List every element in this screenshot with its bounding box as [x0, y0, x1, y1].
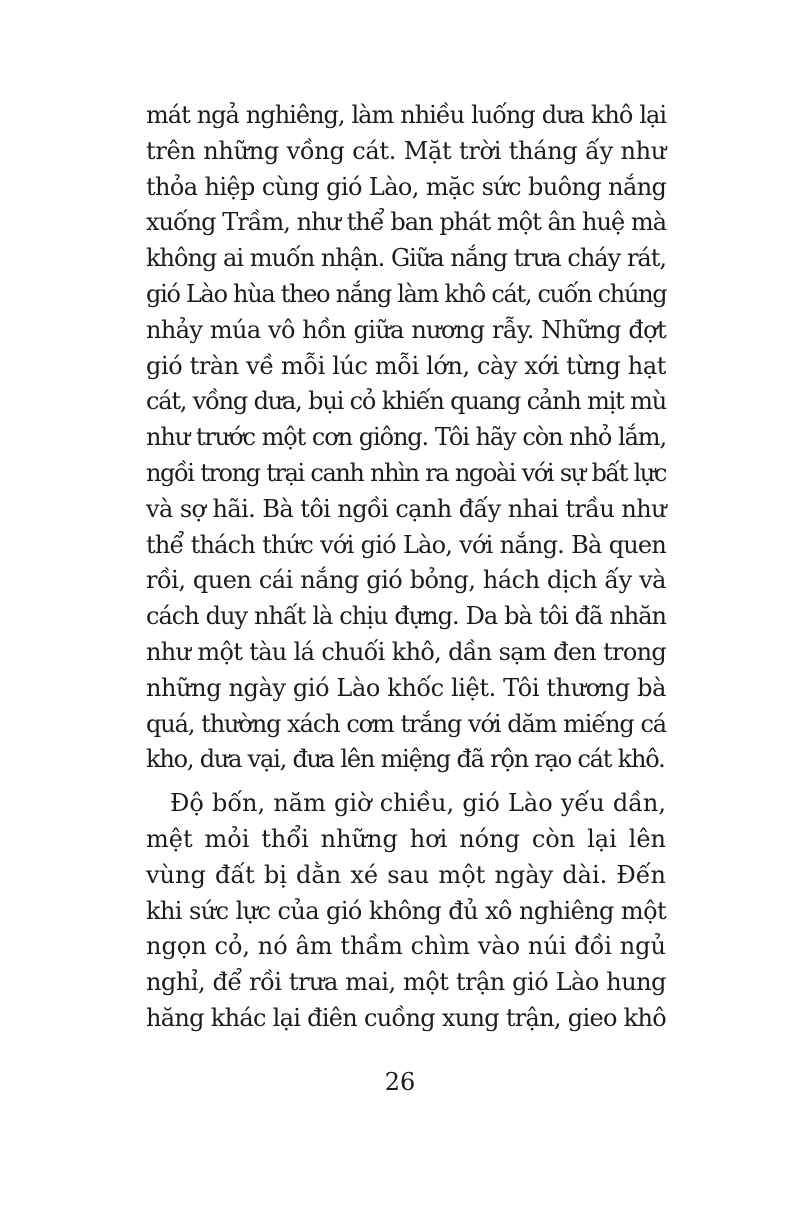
paragraph-2	[146, 786, 666, 1037]
text-line: thể thách thức với gió Lào, với nắng. Bà quen	[146, 530, 666, 559]
text-line: Độ bốn, năm giờ chiều, gió Lào yếu dần,	[170, 789, 666, 818]
paragraph-1	[146, 98, 666, 778]
text-line: thỏa hiệp cùng gió Lào, mặc sức buông nắng	[146, 172, 667, 201]
text-line: quá, thường xách cơm trắng với dăm miếng cá	[146, 709, 666, 738]
text-line: mệt mỏi thổi những hơi nóng còn lại lên	[146, 824, 666, 853]
text-line: gió Lào hùa theo nắng làm khô cát, cuốn chúng	[146, 279, 667, 308]
text-line: ngọn cỏ, nó âm thầm chìm vào núi đồi ngủ	[146, 932, 666, 961]
text-line: kho, dưa vại, đưa lên miệng đã rộn rạo cát khô.	[146, 745, 665, 774]
text-line: như một tàu lá chuối khô, dần sạm đen trong	[146, 637, 666, 666]
text-line: không ai muốn nhận. Giữa nắng trưa cháy rát,	[146, 244, 666, 273]
text-line: khi sức lực của gió không đủ xô nghiêng một	[146, 896, 666, 925]
text-line: xuống Trầm, như thể ban phát một ân huệ mà	[146, 208, 666, 237]
text-line: nhảy múa vô hồn giữa nương rẫy. Những đợt	[146, 315, 666, 344]
page-number: 26	[384, 1068, 416, 1096]
text-line: những ngày gió Lào khốc liệt. Tôi thương bà	[146, 673, 666, 702]
text-line: ngồi trong trại canh nhìn ra ngoài với sự bất lực	[146, 458, 666, 487]
text-line: gió tràn về mỗi lúc mỗi lớn, cày xới từng hạt	[146, 351, 666, 380]
text-line: mát ngả nghiêng, làm nhiều luống dưa khô lại	[146, 101, 666, 129]
text-line: vùng đất bị dằn xé sau một ngày dài. Đến	[146, 860, 666, 889]
text-line: hăng khác lại điên cuồng xung trận, gieo khô	[146, 1003, 666, 1032]
text-line: và sợ hãi. Bà tôi ngồi cạnh đấy nhai trầu như	[146, 494, 666, 523]
text-line: cách duy nhất là chịu đựng. Da bà tôi đã nhăn	[146, 602, 666, 631]
body-text	[146, 98, 666, 1037]
text-line: nghỉ, để rồi trưa mai, một trận gió Lào hung	[146, 968, 666, 997]
text-line: như trước một cơn giông. Tôi hãy còn nhỏ lắm,	[146, 423, 666, 452]
text-line: rồi, quen cái nắng gió bỏng, hách dịch ấy và	[146, 566, 666, 595]
text-line: cát, vồng dưa, bụi cỏ khiến quang cảnh mịt mù	[146, 387, 666, 416]
text-line: trên những vồng cát. Mặt trời tháng ấy như	[146, 136, 666, 165]
